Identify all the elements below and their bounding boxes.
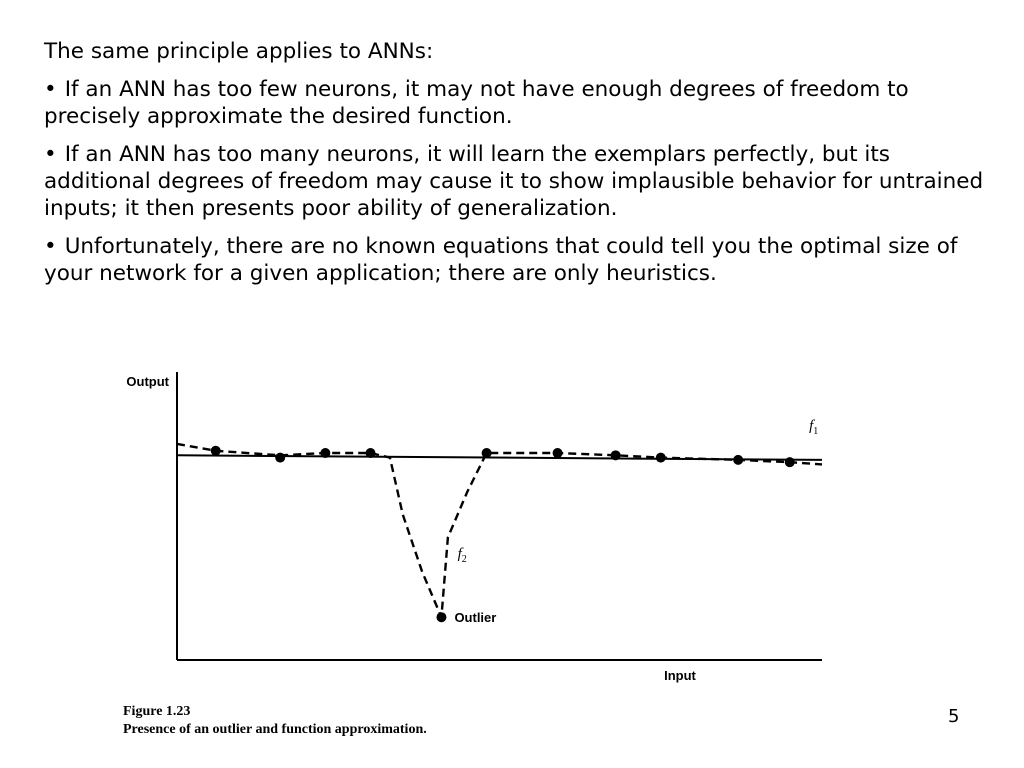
points-layer (211, 446, 795, 625)
figure-label: Figure 1.23 (123, 704, 191, 719)
y-axis-label: Output (126, 374, 169, 389)
bullet-text: Unfortunately, there are no known equations that could tell you the optimal size of your network for a given application; there are only heuristics. (44, 234, 958, 286)
data-point (733, 455, 743, 465)
series-f2-label: $f_2$ (457, 545, 467, 565)
bullet-text: If an ANN has too many neurons, it will learn the exemplars perfectly, but its additional degrees of freedom may cause it to show implausible behavior for untrained inputs; it then presents poor ability of generalization. (44, 142, 984, 221)
intro-text: The same principle applies to ANNs: (44, 39, 434, 64)
bullet-text: If an ANN has too few neurons, it may not have enough degrees of freedom to precisely approximate the desired function. (44, 77, 909, 129)
bullet-marker: • (44, 77, 57, 102)
outlier-point (436, 612, 446, 622)
data-point (275, 453, 285, 463)
data-point (656, 453, 666, 463)
data-point (366, 448, 376, 458)
series-f1-label: $f_1$ (809, 418, 819, 438)
bullet-marker: • (44, 234, 57, 259)
figure-caption (123, 703, 427, 739)
data-point (320, 448, 330, 458)
data-point (611, 450, 621, 460)
outlier-label: Outlier (454, 610, 497, 626)
page-number: 5 (948, 706, 960, 727)
x-axis-label: Input (664, 668, 696, 683)
data-point (553, 448, 563, 458)
annotation-layer (458, 418, 819, 565)
data-point (482, 448, 492, 458)
series-layer (177, 444, 822, 617)
series-f2-line (177, 444, 822, 617)
bullet-marker: • (44, 142, 57, 167)
data-point (785, 457, 795, 467)
data-point (211, 446, 221, 456)
figure-caption-text: Presence of an outlier and function approximation. (123, 722, 427, 737)
